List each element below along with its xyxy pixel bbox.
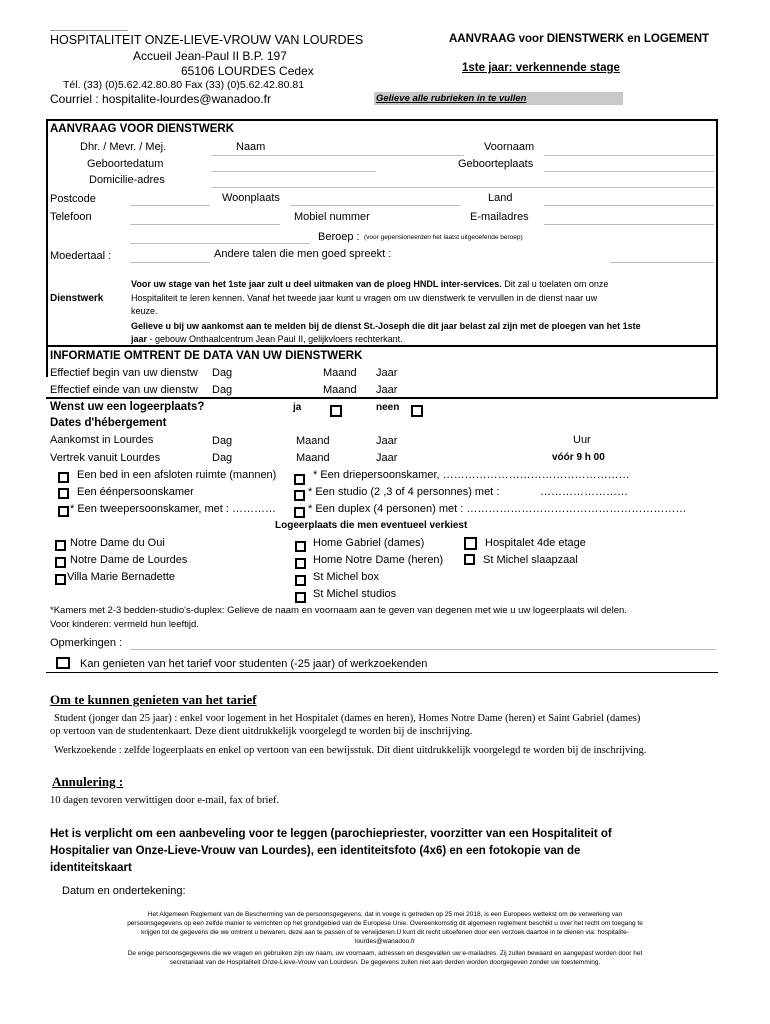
vertrek-dag: Dag xyxy=(212,452,233,464)
address-line1: Accueil Jean-Paul II B.P. 197 xyxy=(133,49,287,63)
tarief-student2: op vertoon van de studentenkaart. Deze dient uitdrukkelijk voorgelegd te worden bij de inschrijving. xyxy=(50,726,473,737)
land-label: Land xyxy=(488,192,513,204)
place-notre-dame-lourdes: Notre Dame de Lourdes xyxy=(70,554,188,566)
dienstwerk-line5-rest: - gebouw Onthaalcentrum Jean Paul II, gelijkvloers rechterkant. xyxy=(147,334,403,344)
neen-checkbox[interactable] xyxy=(411,405,423,417)
moedertaal-label: Moedertaal : xyxy=(50,250,112,262)
logeer-question: Wenst uw een logeerplaats? xyxy=(50,401,205,413)
dienstwerk-line1-rest: Dit zal u toelaten om onze xyxy=(501,279,609,289)
beroep-note: (voor gepensioneerden het laatst uitgeoefende beroep) xyxy=(364,234,523,241)
mobiel-label: Mobiel nummer xyxy=(294,211,370,223)
org-name: HOSPITALITEIT ONZE-LIEVE-VROUW VAN LOURDES xyxy=(50,33,364,47)
legal-line2: persoonsgegevens op een zelfde manier te verrichten op het grondgebied van de Europese Unie. Overeenkomstig dit algemeen reglement beschikt u over het recht om toegang te xyxy=(127,920,643,927)
drie-checkbox[interactable] xyxy=(294,474,305,485)
duplex-label: * Een duplex (4 personen) met : …………………………………………………… xyxy=(308,503,687,515)
place-villa: Villa Marie Bernadette xyxy=(67,571,176,583)
twee-label: * Een tweepersoonskamer, met : ………… xyxy=(70,503,277,515)
voornaam-label: Voornaam xyxy=(484,141,535,153)
tarief-check-label: Kan genieten van het tarief voor studenten (-25 jaar) of werkzoekenden xyxy=(80,658,428,670)
domicilie-field[interactable] xyxy=(212,187,714,188)
email-field[interactable] xyxy=(544,224,714,225)
email-label: E-mailadres xyxy=(470,211,529,223)
een-checkbox[interactable] xyxy=(58,488,69,499)
place-hospitalet: Hospitalet 4de etage xyxy=(485,537,586,549)
opmerkingen-field[interactable] xyxy=(130,649,716,650)
aankomst-maand: Maand xyxy=(296,435,330,447)
dienstwerk-line1 xyxy=(131,279,608,289)
begin-maand: Maand xyxy=(323,367,357,379)
box-left xyxy=(46,119,48,377)
place-st-michel-box-checkbox[interactable] xyxy=(295,575,306,586)
box-right xyxy=(716,119,718,399)
tarief-row-rule xyxy=(46,672,718,673)
legal-line5: De enige persoonsgegevens die we vragen en gebruiken zijn uw naam, uw voornaam, adressen en desgevallen uw e-mailadres. Zij zullen bewaard en aangepast worden door het xyxy=(127,950,643,957)
geboorteplaats-label: Geboorteplaats xyxy=(458,158,534,170)
aankomst-dag: Dag xyxy=(212,435,233,447)
opmerkingen-label: Opmerkingen : xyxy=(50,637,123,649)
dienstwerk-line2: Hospitaliteit te leren kennen. Vanaf het tweede jaar kunt u vragen om uw dienstwerk te vervullen in de dienst naar uw xyxy=(131,293,598,303)
domicilie-label: Domicilie-adres xyxy=(89,174,165,186)
place-notre-dame-lourdes-checkbox[interactable] xyxy=(55,557,66,568)
place-home-notre-dame: Home Notre Dame (heren) xyxy=(313,554,444,566)
place-st-michel-slaapzaal: St Michel slaapzaal xyxy=(483,554,578,566)
legal-line3: krijgen tot de gegevens die we omtrent u bewaren, deze aan te passen of te verwijderen.U kunt dit recht uitoefenen door een verzoek daartoe in te dienen via: hospitalite- xyxy=(141,929,629,936)
geboortedatum-label: Geboortedatum xyxy=(87,158,164,170)
verplicht-line3: identiteitskaart xyxy=(50,862,132,874)
land-field[interactable] xyxy=(544,205,714,206)
place-hospitalet-checkbox[interactable] xyxy=(464,537,477,550)
andere-talen-label: Andere talen die men goed spreekt : xyxy=(214,248,392,260)
place-home-gabriel-checkbox[interactable] xyxy=(295,541,306,552)
doc-title: AANVRAAG voor DIENSTWERK en LOGEMENT xyxy=(449,33,710,45)
dienstwerk-line3: keuze. xyxy=(131,306,158,316)
studio-label: * Een studio (2 ,3 of 4 personnes) met : xyxy=(308,486,500,498)
postcode-label: Postcode xyxy=(50,193,96,205)
annulering-title: Annulering : xyxy=(52,774,124,789)
studio-dots: …………………… xyxy=(540,486,628,498)
legal-line6: secretariaat van de Hospitaliteit Onze-Lieve-Vrouw van Lourdesn. De gegevens zullen niet aan derden worden doorgegeven zonder uw toestemming. xyxy=(169,959,601,966)
ja-checkbox[interactable] xyxy=(330,405,342,417)
postcode-field[interactable] xyxy=(130,205,210,206)
vertrek-voor: vóór 9 h 00 xyxy=(552,452,605,463)
aankomst-uur: Uur xyxy=(573,434,591,446)
einde-jaar: Jaar xyxy=(376,384,398,396)
annulering-text: 10 dagen tevoren verwittigen door e-mail, fax of brief. xyxy=(50,795,280,806)
geboortedatum-field[interactable] xyxy=(212,171,376,172)
bed-checkbox[interactable] xyxy=(58,472,69,483)
legal-line4: lourdes@wanadoo.fr xyxy=(354,938,416,945)
box-divider-1 xyxy=(46,345,718,347)
legal-line1: Het Algemeen Reglement van de Bescherming van de persoonsgegevens, dat in voege is getreden op 25 mei 2018, is een Europees wettekst om de verwerking van xyxy=(147,911,623,918)
signature-label: Datum en ondertekening: xyxy=(62,885,186,897)
twee-checkbox[interactable] xyxy=(58,506,69,517)
vertrek-jaar: Jaar xyxy=(376,452,398,464)
dienstwerk-line1-bold: Voor uw stage van het 1ste jaar zult u deel uitmaken van de ploeg HNDL inter-services. xyxy=(131,279,502,289)
voornaam-field[interactable] xyxy=(544,155,714,156)
andere-talen-field[interactable] xyxy=(610,262,714,263)
doc-subtitle: 1ste jaar: verkennende stage xyxy=(462,62,620,74)
place-home-gabriel: Home Gabriel (dames) xyxy=(313,537,425,549)
begin-label: Effectief begin van uw dienstw xyxy=(50,367,198,379)
header-top-rule xyxy=(50,30,128,31)
moedertaal-field[interactable] xyxy=(130,262,210,263)
dienstwerk-line5 xyxy=(131,334,403,344)
tarief-student1: Student (jonger dan 25 jaar) : enkel voor logement in het Hospitalet (dames en heren), Homes Notre Dame (heren) et Saint Gabriel (dames) xyxy=(54,713,641,724)
studio-checkbox[interactable] xyxy=(294,490,305,501)
box-divider-2 xyxy=(46,397,718,399)
geboorteplaats-field[interactable] xyxy=(544,171,714,172)
verplicht-line1: Het is verplicht om een aanbeveling voor te leggen (parochiepriester, voorzitter van een Hospitaliteit of xyxy=(50,828,612,840)
box-top xyxy=(46,119,718,121)
footnote-2: Voor kinderen: vermeld hun leeftijd. xyxy=(50,619,199,630)
neen-label: neen xyxy=(376,402,400,413)
drie-label: * Een driepersoonskamer, …………………………………………… xyxy=(313,469,630,481)
begin-jaar: Jaar xyxy=(376,367,398,379)
einde-maand: Maand xyxy=(323,384,357,396)
woonplaats-label: Woonplaats xyxy=(222,192,280,204)
place-villa-checkbox[interactable] xyxy=(55,574,66,585)
tarief-title: Om te kunnen genieten van het tarief xyxy=(50,692,257,707)
dienstwerk-line5-bold: jaar xyxy=(131,334,148,344)
dates-title: Dates d'hébergement xyxy=(50,417,167,429)
address-line2: 65106 LOURDES Cedex xyxy=(181,64,314,78)
fill-note-text: Gelieve alle rubrieken in te vullen xyxy=(376,93,527,104)
telefoon-label: Telefoon xyxy=(50,211,92,223)
place-st-michel-slaapzaal-checkbox[interactable] xyxy=(464,554,475,565)
phone-line: Tél. (33) (0)5.62.42.80.80 Fax (33) (0)5.62.42.80.81 xyxy=(63,79,305,91)
beroep-field[interactable] xyxy=(130,243,310,244)
dienstwerk-line4: Gelieve u bij uw aankomst aan te melden bij de dienst St.-Joseph die dit jaar belast zal zijn met de ploegen van het 1ste xyxy=(131,321,641,331)
aankomst-label: Aankomst in Lourdes xyxy=(50,434,154,446)
einde-dag: Dag xyxy=(212,384,233,396)
vertrek-label: Vertrek vanuit Lourdes xyxy=(50,452,161,464)
place-notre-dame-oui: Notre Dame du Oui xyxy=(70,537,165,549)
place-st-michel-studios-checkbox[interactable] xyxy=(295,592,306,603)
begin-dag: Dag xyxy=(212,367,233,379)
bed-label: Een bed in een afsloten ruimte (mannen) xyxy=(77,469,277,481)
duplex-checkbox[interactable] xyxy=(294,507,305,518)
place-st-michel-box: St Michel box xyxy=(313,571,380,583)
een-label: Een éénpersoonskamer xyxy=(77,486,194,498)
section1-title: AANVRAAG VOOR DIENSTWERK xyxy=(50,123,235,135)
place-notre-dame-oui-checkbox[interactable] xyxy=(55,540,66,551)
tarief-werkzoekende: Werkzoekende : zelfde logeerplaats en enkel op vertoon van een bewijsstuk. Dit dient uitdrukkelijk voorgelegd te worden bij de inschrijving. xyxy=(54,745,647,756)
vertrek-maand: Maand xyxy=(296,452,330,464)
dienstwerk-label: Dienstwerk xyxy=(50,293,104,304)
place-home-notre-dame-checkbox[interactable] xyxy=(295,558,306,569)
beroep-label: Beroep : xyxy=(318,231,360,243)
verplicht-line2: Hospitalier van Onze-Lieve-Vrouw van Lourdes), een identiteitsfoto (4x6) en een fotokopie van de xyxy=(50,845,581,857)
ja-label: ja xyxy=(293,402,302,413)
email-line: Courriel : hospitalite-lourdes@wanadoo.fr xyxy=(50,92,271,106)
place-st-michel-studios: St Michel studios xyxy=(313,588,397,600)
salutation-label: Dhr. / Mevr. / Mej. xyxy=(80,141,167,153)
einde-label: Effectief einde van uw dienstw xyxy=(50,384,198,396)
telefoon-field[interactable] xyxy=(130,224,280,225)
footnote-1: *Kamers met 2-3 bedden-studio's-duplex: Gelieve de naam en voornaam aan te geven van degenen met wie u uw logeerplaats wil delen. xyxy=(50,605,627,616)
naam-field[interactable] xyxy=(212,155,464,156)
logeer-title: Logeerplaats die men eventueel verkiest xyxy=(275,520,468,531)
tarief-checkbox[interactable] xyxy=(56,657,70,669)
woonplaats-field[interactable] xyxy=(290,205,460,206)
aankomst-jaar: Jaar xyxy=(376,435,398,447)
section2-title: INFORMATIE OMTRENT DE DATA VAN UW DIENSTWERK xyxy=(50,350,363,362)
naam-label: Naam xyxy=(236,141,266,153)
